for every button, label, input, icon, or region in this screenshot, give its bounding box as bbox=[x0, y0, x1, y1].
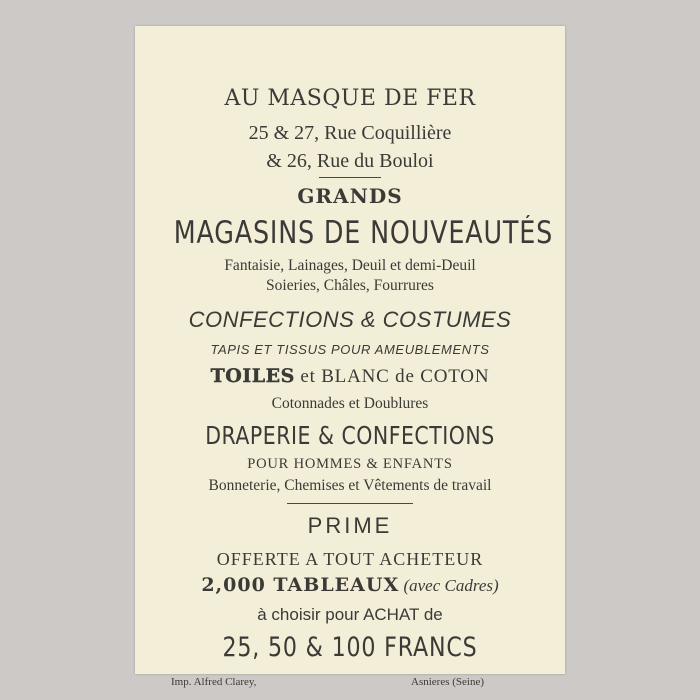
address-line-2: & 26, Rue du Bouloi bbox=[266, 150, 434, 172]
divider-rule-middle bbox=[287, 503, 413, 504]
choisir-line: à choisir pour ACHAT de bbox=[257, 605, 443, 624]
offerte-line: OFFERTE A TOUT ACHETEUR bbox=[216, 549, 484, 569]
confections-costumes: CONFECTIONS & COSTUMES bbox=[188, 307, 512, 332]
printer-city: Asnieres (Seine) bbox=[411, 676, 485, 688]
address-line-1: 25 & 27, Rue Coquillière bbox=[248, 122, 452, 144]
divider-rule-top bbox=[319, 177, 381, 178]
tableaux-line bbox=[135, 576, 565, 595]
store-name: AU MASQUE DE FER bbox=[224, 86, 476, 111]
hommes-line: POUR HOMMES & ENFANTS bbox=[247, 456, 453, 472]
draperie-heading: DRAPERIE & CONFECTIONS bbox=[205, 421, 495, 450]
magasins-heading: MAGASINS DE NOUVEAUTÉS bbox=[173, 215, 554, 251]
cotonnades-line: Cotonnades et Doublures bbox=[271, 395, 429, 412]
trade-card bbox=[135, 26, 565, 688]
tableaux-bold: 2,000 TABLEAUX bbox=[201, 574, 400, 596]
soieries-line: Soieries, Châles, Fourrures bbox=[266, 277, 434, 294]
avec-cadres: (avec Cadres) bbox=[399, 576, 499, 595]
grands-heading: GRANDS bbox=[297, 184, 403, 208]
prime-heading: PRIME bbox=[307, 513, 393, 538]
fantaisie-line: Fantaisie, Lainages, Deuil et demi-Deuil bbox=[224, 257, 476, 274]
printer-credit: Imp. Alfred Clarey, bbox=[171, 676, 257, 688]
toiles-line bbox=[135, 367, 565, 386]
tapis-line: TAPIS ET TISSUS POUR AMEUBLEMENTS bbox=[210, 342, 490, 357]
toiles-word: TOILES bbox=[210, 365, 295, 387]
francs-line: 25, 50 & 100 FRANCS bbox=[222, 632, 478, 663]
bonneterie-line: Bonneterie, Chemises et Vêtements de travail bbox=[208, 477, 492, 494]
blanc-de-coton: et BLANC de COTON bbox=[294, 366, 490, 387]
